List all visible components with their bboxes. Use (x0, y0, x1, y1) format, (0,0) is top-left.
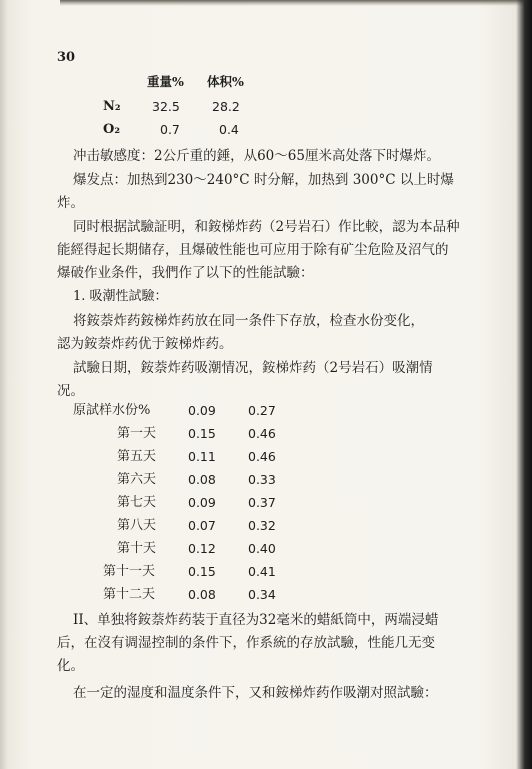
table-cell-tnt: 0.34 (248, 587, 276, 602)
page-number: 30 (57, 50, 76, 65)
section-2-line-2: 后，在沒有调湿控制的条件下，作系統的存放試驗，性能几无变 (57, 635, 435, 651)
table-row-label: 第七天 (117, 495, 157, 510)
table-cell-tnt: 0.46 (248, 449, 276, 464)
gas-label-oxygen: O₂ (103, 122, 121, 137)
gas-label-nitrogen: N₂ (103, 99, 121, 114)
section-1-heading: 1. 吸潮性試驗： (73, 289, 168, 304)
section-2-line-1: II、单独将銨萘炸药装于直径为32毫米的蜡紙筒中，两端浸蜡 (73, 612, 439, 628)
nitrogen-weight-value: 32.5 (152, 99, 180, 114)
volume-percent-header: 体积% (207, 74, 244, 89)
weight-percent-header: 重量% (147, 74, 184, 89)
table-row-label: 第十天 (117, 541, 157, 556)
table-row-label: 第十二天 (103, 587, 156, 602)
intro-line-1: 同时根据試驗証明，和銨梯炸药（2号岩石）作比較，認为本品种 (73, 219, 460, 235)
nitrogen-volume-value: 28.2 (212, 99, 240, 114)
flash-point-line-1: 爆发点：加热到230～240°C 时分解，加热到 300°C 以上时爆 (73, 172, 454, 188)
table-cell-naphthalene: 0.11 (188, 449, 216, 464)
test2-line-2: 况。 (57, 383, 84, 399)
table-cell-naphthalene: 0.08 (188, 587, 216, 602)
table-cell-tnt: 0.40 (248, 541, 276, 556)
final-paragraph-line: 在一定的湿度和温度条件下，又和銨梯炸药作吸潮对照試驗： (73, 685, 438, 701)
table-row-label: 第一天 (117, 426, 157, 441)
test1-line-1: 将銨萘炸药銨梯炸药放在同一条件下存放，检查水份变化， (73, 313, 424, 329)
table-cell-tnt: 0.33 (248, 472, 276, 487)
table-cell-naphthalene: 0.15 (188, 426, 216, 441)
table-cell-tnt: 0.46 (248, 426, 276, 441)
table-cell-naphthalene: 0.12 (188, 541, 216, 556)
table-cell-naphthalene: 0.09 (188, 495, 216, 510)
table-cell-tnt: 0.27 (248, 403, 276, 418)
table-cell-tnt: 0.41 (248, 564, 276, 579)
table-row-label: 原試样水份% (73, 403, 151, 418)
test1-line-2: 認为銨萘炸药优于銨梯炸药。 (57, 336, 233, 352)
table-row-label: 第五天 (117, 449, 157, 464)
table-cell-naphthalene: 0.07 (188, 518, 216, 533)
table-cell-naphthalene: 0.09 (188, 403, 216, 418)
table-cell-tnt: 0.37 (248, 495, 276, 510)
table-cell-naphthalene: 0.15 (188, 564, 216, 579)
impact-sensitivity-line: 冲击敏感度：2公斤重的錘，从60～65厘米高处落下时爆炸。 (73, 148, 440, 164)
section-2-line-3: 化。 (57, 658, 84, 674)
table-cell-naphthalene: 0.08 (188, 472, 216, 487)
binding-shadow (0, 0, 8, 769)
oxygen-weight-value: 0.7 (160, 122, 180, 137)
page-top-edge (60, 0, 532, 6)
oxygen-volume-value: 0.4 (219, 122, 239, 137)
table-row-label: 第十一天 (103, 564, 156, 579)
table-cell-tnt: 0.32 (248, 518, 276, 533)
intro-line-3: 爆破作业条件，我們作了以下的性能試驗： (57, 265, 314, 281)
flash-point-line-2: 炸。 (57, 195, 84, 211)
intro-line-2: 能經得起长期储存，且爆破性能也可应用于除有矿尘危险及沼气的 (57, 242, 449, 258)
table-row-label: 第六天 (117, 472, 157, 487)
table-row-label: 第八天 (117, 518, 157, 533)
test2-line-1: 試驗日期，銨萘炸药吸潮情况，銨梯炸药（2号岩石）吸潮情 (73, 360, 433, 376)
scan-edge-shadow (516, 0, 532, 769)
